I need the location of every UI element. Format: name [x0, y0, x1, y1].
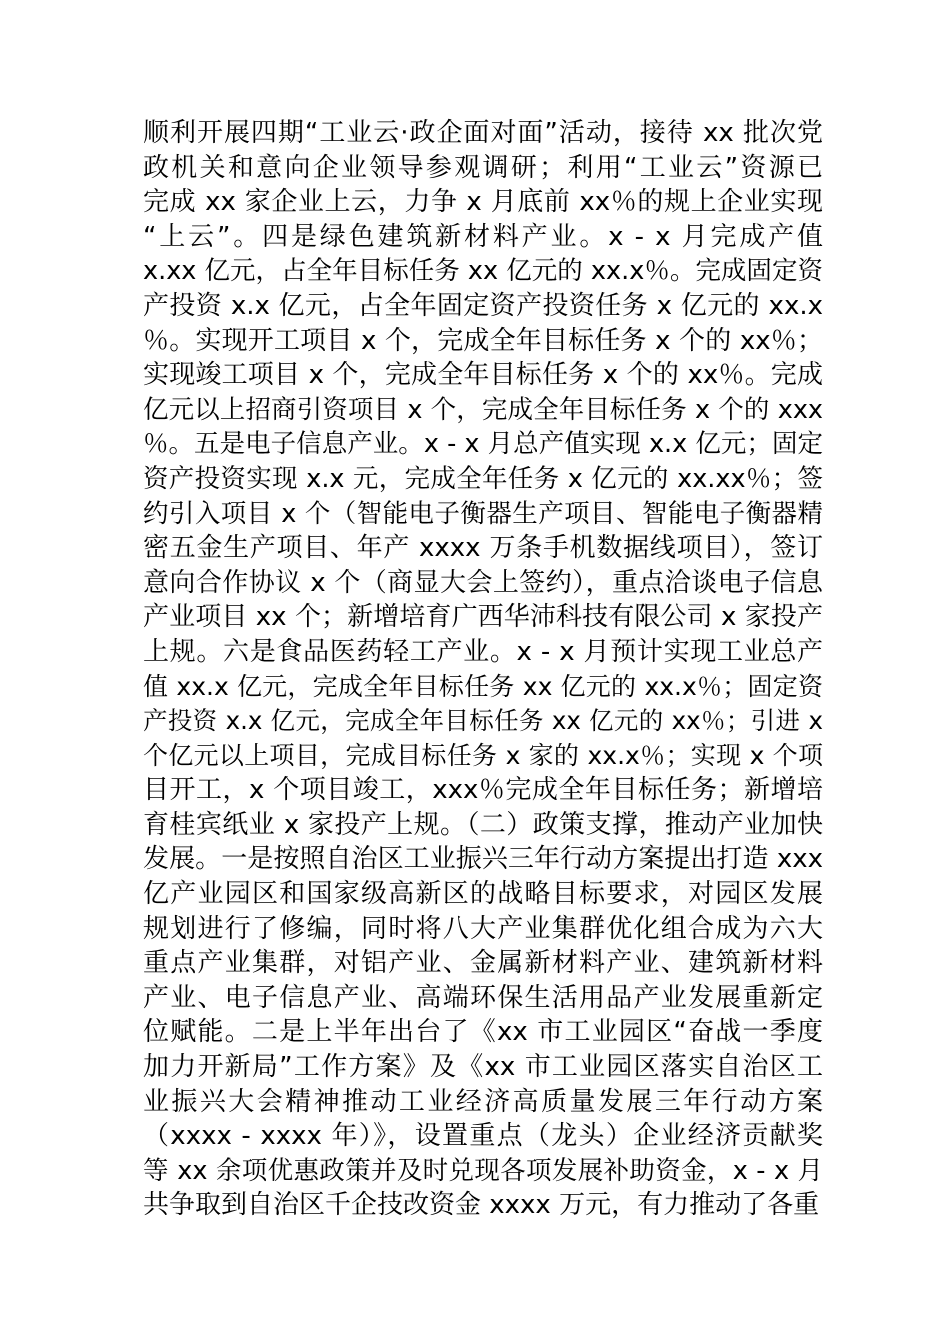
text-line: 个亿元以上项目，完成目标任务 x 家的 xx.x％；实现 x 个项 — [143, 740, 823, 770]
text-line: 重点产业集群，对铝产业、金属新材料产业、建筑新材料 — [143, 948, 823, 979]
text-line: “上云”。四是绿色建筑新材料产业。x - x 月完成产值 — [143, 221, 823, 252]
text-line: 位赋能。二是上半年出台了《xx 市工业园区“奋战一季度 — [143, 1017, 823, 1048]
text-line: 完成 xx 家企业上云，力争 x 月底前 xx％的规上企业实现 — [143, 187, 823, 218]
text-line: 亿产业园区和国家级高新区的战略目标要求，对园区发展 — [143, 879, 823, 910]
text-line: 产投资 x.x 亿元，完成全年目标任务 xx 亿元的 xx％；引进 x — [143, 706, 823, 736]
text-line: 上规。六是食品医药轻工产业。x - x 月预计实现工业总产 — [143, 636, 823, 667]
text-line: 值 xx.x 亿元，完成全年目标任务 xx 亿元的 xx.x％；固定资 — [143, 671, 823, 701]
text-line: x.xx 亿元，占全年目标任务 xx 亿元的 xx.x％。完成固定资 — [143, 256, 823, 287]
text-line: 加力开新局”工作方案》及《xx 市工业园区落实自治区工 — [143, 1052, 823, 1083]
text-line: 密五金生产项目、年产 xxxx 万条手机数据线项目），签订 — [143, 533, 823, 564]
text-line: 约引入项目 x 个（智能电子衡器生产项目、智能电子衡器精 — [143, 498, 823, 529]
text-line: 业振兴大会精神推动工业经济高质量发展三年行动方案 — [143, 1086, 823, 1117]
text-line: 产业项目 xx 个；新增培育广西华沛科技有限公司 x 家投产 — [143, 602, 823, 633]
text-line: 发展。一是按照自治区工业振兴三年行动方案提出打造 xxx — [143, 844, 823, 875]
text-line: （xxxx - xxxx 年）》，设置重点（龙头）企业经济贡献奖 — [143, 1121, 823, 1152]
text-line: 资产投资实现 x.x 元，完成全年任务 x 亿元的 xx.xx％；签 — [143, 463, 823, 494]
text-line: 亿元以上招商引资项目 x 个，完成全年目标任务 x 个的 xxx — [143, 394, 823, 425]
text-line: ％。五是电子信息产业。x - x 月总产值实现 x.x 亿元；固定 — [143, 429, 823, 460]
text-line: 产业、电子信息产业、高端环保生活用品产业发展重新定 — [143, 982, 823, 1013]
body-text — [143, 116, 823, 1223]
text-line: 育桂宾纸业 x 家投产上规。（二）政策支撑，推动产业加快 — [143, 809, 823, 840]
text-line: 共争取到自治区千企技改资金 xxxx 万元，有力推动了各重 — [143, 1190, 820, 1221]
text-line: 政机关和意向企业领导参观调研；利用“工业云”资源已 — [143, 152, 823, 183]
text-line: 规划进行了修编，同时将八大产业集群优化组合成为六大 — [143, 913, 823, 944]
text-line: 等 xx 余项优惠政策并及时兑现各项发展补助资金，x - x 月 — [143, 1155, 823, 1186]
text-line: ％。实现开工项目 x 个，完成全年目标任务 x 个的 xx％； — [143, 325, 823, 356]
text-line: 意向合作协议 x 个（商显大会上签约），重点洽谈电子信息 — [143, 567, 823, 598]
text-line: 目开工，x 个项目竣工，xxx％完成全年目标任务；新增培 — [143, 775, 823, 806]
text-line: 顺利开展四期“工业云·政企面对面”活动，接待 xx 批次党 — [143, 118, 823, 148]
text-line: 实现竣工项目 x 个，完成全年目标任务 x 个的 xx％。完成 — [143, 360, 823, 391]
text-line: 产投资 x.x 亿元，占全年固定资产投资任务 x 亿元的 xx.x — [143, 290, 823, 321]
